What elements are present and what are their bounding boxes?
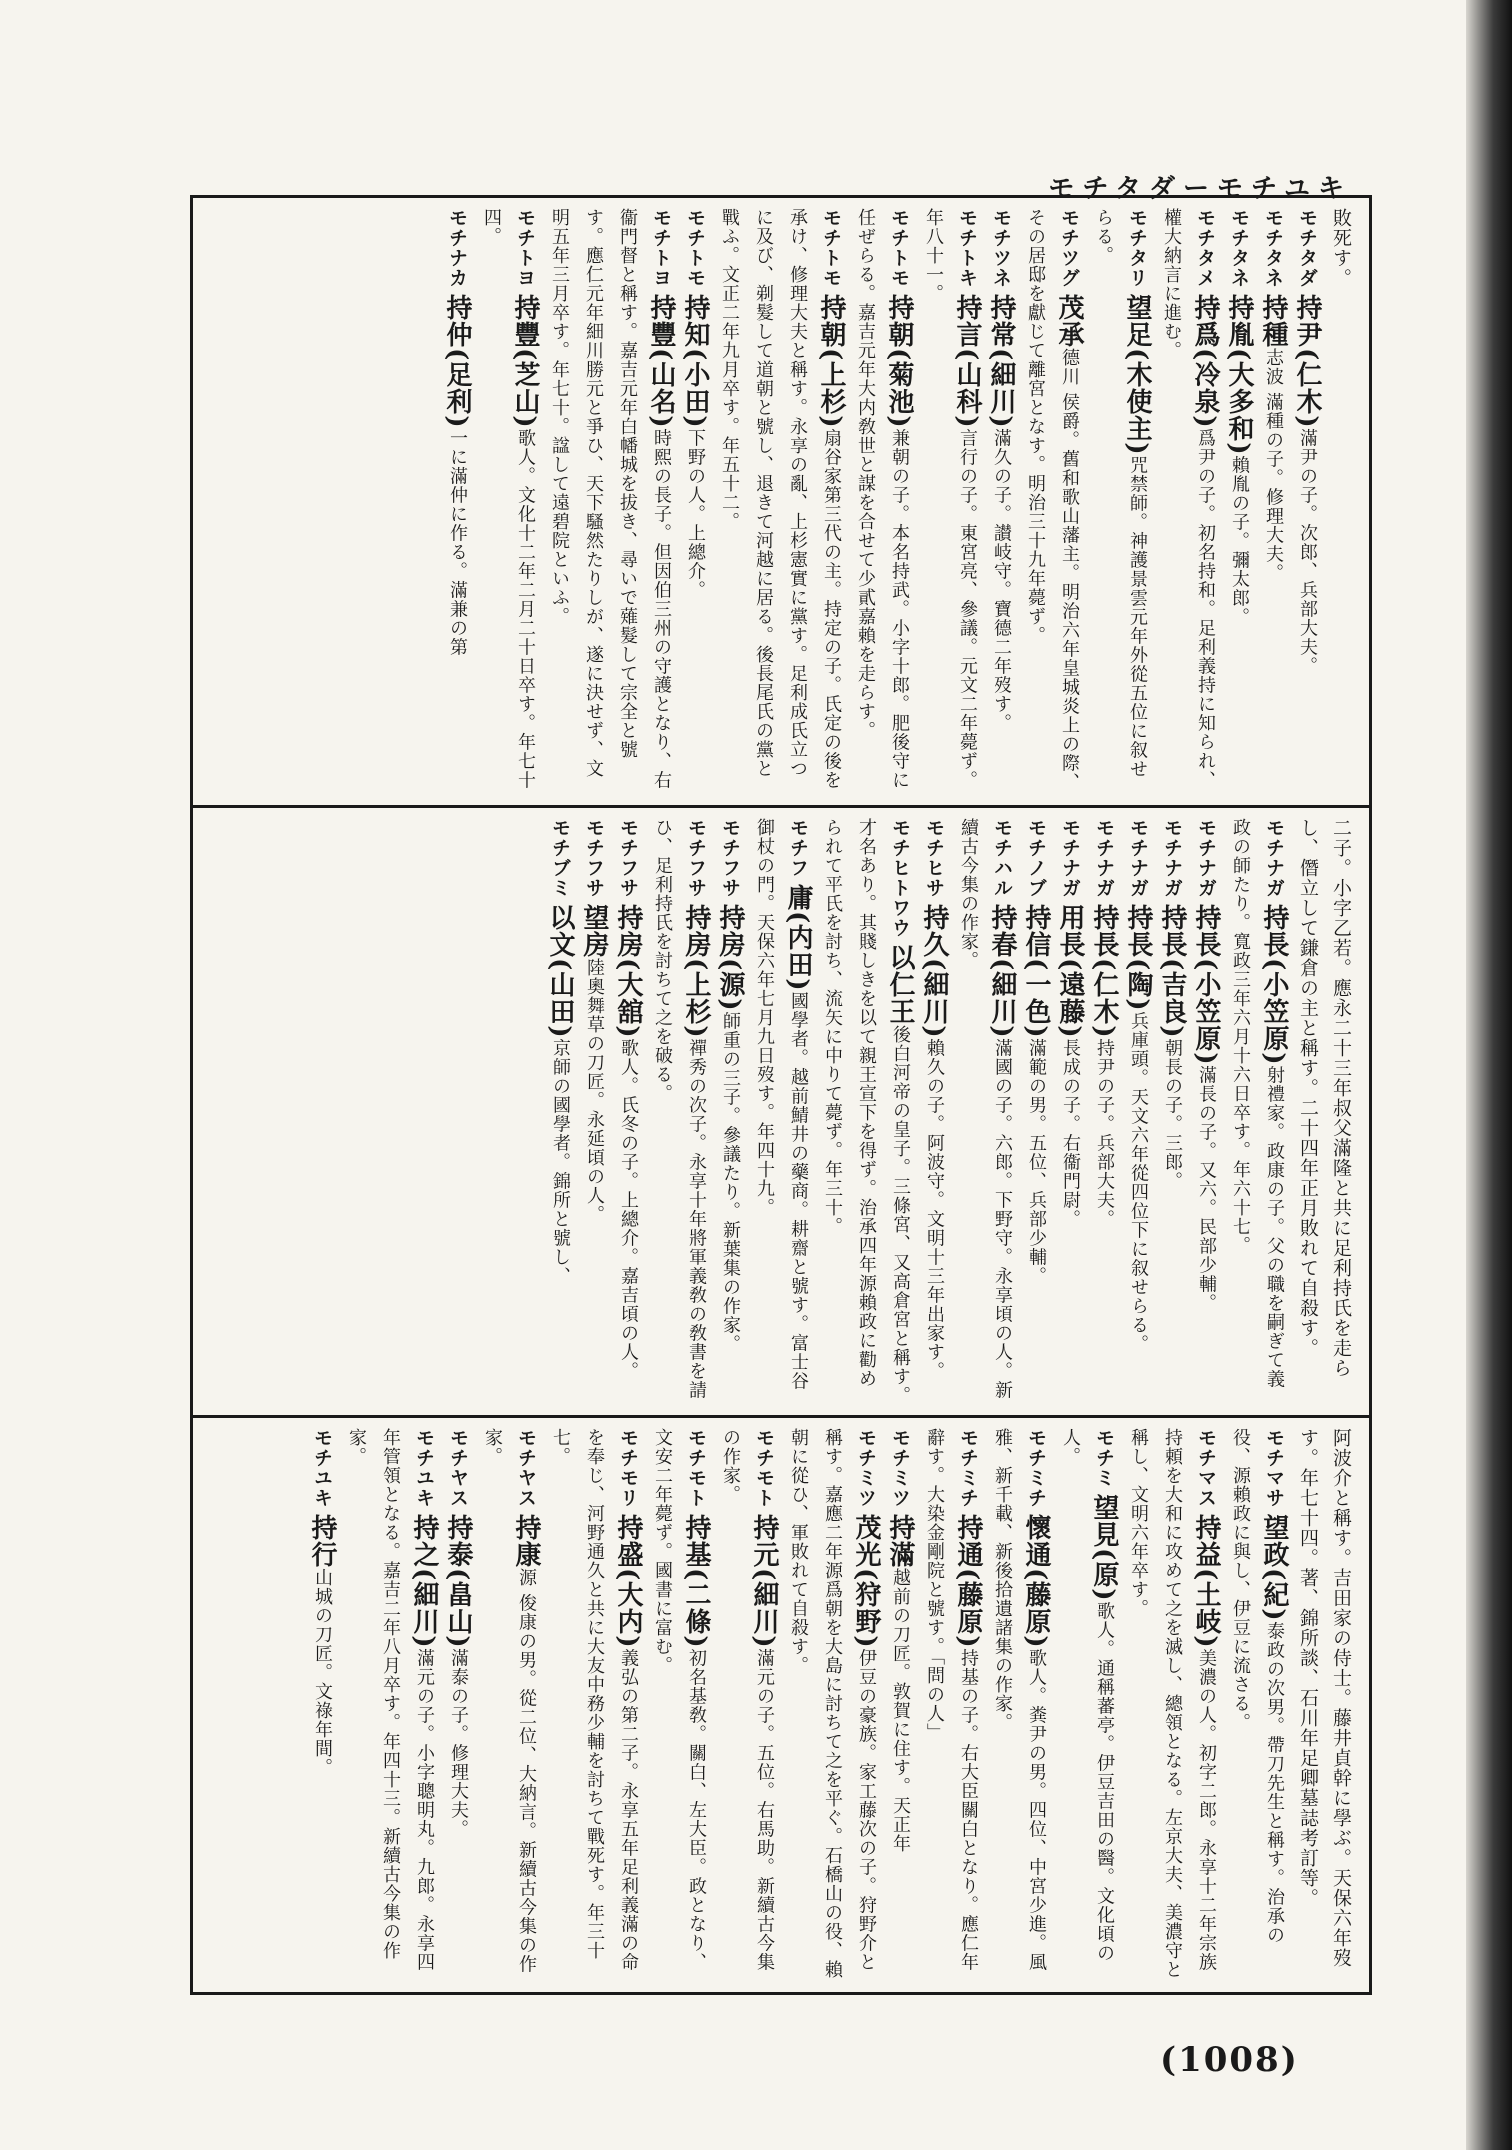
dictionary-entry xyxy=(1189,818,1223,1405)
entry-headword: 持基(二條) xyxy=(681,1514,711,1649)
entry-reading: モチトモ xyxy=(888,208,910,288)
dictionary-entry xyxy=(848,208,916,795)
entry-reading: モチナガ xyxy=(1059,818,1081,898)
entry-description: 滿泰の子。修理大夫。 xyxy=(448,1648,469,1839)
entry-headword: 持長(仁木) xyxy=(1089,904,1119,1039)
entry-description: 滿元の子。小字聰明丸。九郎。永享四年管領となる。嘉吉二年八月卒す。年四十三。新續古今集の作家。 xyxy=(346,1428,435,1972)
entry-reading: モチナガ xyxy=(1161,818,1183,898)
tier-text-column xyxy=(543,818,1357,1405)
entry-reading: モチミツ xyxy=(855,1428,877,1508)
entry-description: 師重の三子。參議たり。新葉集の作家。 xyxy=(720,1011,741,1354)
entry-headword: 持盛(大内) xyxy=(613,1514,643,1649)
dictionary-entry xyxy=(916,208,984,795)
entry-description: 一に滿仲に作る。滿兼の第 xyxy=(447,428,468,657)
page-number: (1008) xyxy=(1160,2040,1299,2080)
entry-headword: 以文(山田) xyxy=(545,904,575,1039)
entry-description: 射禮家。政康の子。父の職を嗣ぎて義政の師たり。寬政三年六月十六日卒す。年六十七。 xyxy=(1230,818,1285,1389)
entry-reading: モチブミ xyxy=(549,818,571,898)
entry-reading: モチトモ xyxy=(820,208,842,288)
entry-reading: モチヤス xyxy=(447,1428,469,1508)
entry-reading: モチモト xyxy=(685,1428,707,1508)
scan-edge xyxy=(1466,0,1512,2150)
entry-headword: 持信(一色) xyxy=(1021,904,1051,1039)
dictionary-entry xyxy=(713,818,747,1405)
entry-description: 長成の子。右衞門尉。 xyxy=(1060,1038,1081,1229)
entry-headword: 茂承 xyxy=(1054,294,1084,348)
entry-description: 歌人。通稱蕃亭。伊豆吉田の醫。文化頃の人。 xyxy=(1060,1428,1115,1963)
dictionary-entry xyxy=(305,1428,339,1982)
tier-3 xyxy=(193,1418,1369,1992)
entry-headword: 持長(小笠原) xyxy=(1259,904,1289,1066)
running-head: モチタダーモチユキ xyxy=(1048,174,1352,204)
entry-description: 時熙の長子。但因伯三州の守護となり、右衞門督と稱す。嘉吉元年白幡城を拔き、尋いで薙髮して宗全と號す。應仁元年細川勝元と爭ひ、天下騷然たりしが、遂に決せず、文明五年三月卒す。年七十。諡して遠碧院といふ。 xyxy=(549,208,672,790)
entry-headword: 持通(藤原) xyxy=(953,1514,983,1649)
dictionary-entry xyxy=(475,1428,543,1982)
entry-description: 滿國の子。六郎。下野守。永享頃の人。新續古今集の作家。 xyxy=(958,818,1013,1400)
dictionary-entry xyxy=(883,1428,917,1982)
entry-reading: モチツグ xyxy=(1058,208,1080,288)
dictionary-entry xyxy=(712,208,848,795)
entry-reading: モチミチ xyxy=(957,1428,979,1508)
dictionary-entry xyxy=(984,208,1018,795)
entry-headword: 持豐(芝山) xyxy=(510,294,540,429)
entry-headword: 望見(原) xyxy=(1089,1494,1119,1602)
dictionary-entry xyxy=(1087,818,1121,1405)
dictionary-entry xyxy=(781,1428,883,1982)
entry-description: 志波 滿種の子。修理大夫。 xyxy=(1263,348,1284,583)
entry-reading: モチユキ xyxy=(311,1428,333,1508)
entry-description: 滿元の子。五位。右馬助。新續古今集の作家。 xyxy=(720,1428,775,1972)
entry-reading: モチタリ xyxy=(1126,208,1148,288)
dictionary-entry xyxy=(713,1428,781,1982)
entry-headword: 持種 xyxy=(1258,294,1288,348)
entry-headword: 持行 xyxy=(307,1514,337,1568)
entry-reading: モチタメ xyxy=(1194,208,1216,288)
dictionary-entry xyxy=(441,1428,475,1982)
entry-description: 持尹の子。兵部大夫。 xyxy=(1094,1038,1115,1229)
entry-headword: 持益(土岐) xyxy=(1191,1514,1221,1649)
entry-description: 陸奧舞草の刀匠。永延頃の人。 xyxy=(584,958,605,1224)
entry-reading: モチフサ xyxy=(583,818,605,898)
entry-description: 德川 侯爵。舊和歌山藩主。明治六年皇城炎上の際、その居邸を獻じて離宮となす。明治三十九年薨ず。 xyxy=(1025,208,1080,792)
dictionary-entry xyxy=(917,818,951,1405)
entry-reading: モチヤス xyxy=(515,1428,537,1508)
dictionary-entry xyxy=(1223,1428,1291,1982)
entry-description: 歌人。氏冬の子。上總介。嘉吉頃の人。 xyxy=(618,1038,639,1381)
entry-description: 禪秀の次子。永享十年將軍義敎の敎書を請ひ、足利持氏を討ちて之を破る。 xyxy=(652,818,707,1400)
dictionary-entry xyxy=(1223,818,1291,1405)
entry-headword: 持爲(冷泉) xyxy=(1190,294,1220,429)
entry-reading: モチツネ xyxy=(990,208,1012,288)
entry-headword: 持房(大舘) xyxy=(613,904,643,1039)
continued-text: 阿波介と稱す。吉田家の侍士。藤井貞幹に學ぶ。天保六年歿す。年七十四。著、錦所談、石川年足卿墓誌考訂等。 xyxy=(1297,1428,1352,1968)
entry-headword: 持房(源) xyxy=(715,904,745,1012)
entry-headword: 持長(小笠原) xyxy=(1191,904,1221,1066)
dictionary-entry xyxy=(1018,208,1086,795)
entry-headword: 以仁王 xyxy=(885,944,915,1025)
dictionary-entry xyxy=(1121,818,1155,1405)
dictionary-entry xyxy=(645,1428,713,1982)
entry-description: 國學者。越前鯖井の藥商。耕齋と號す。富士谷御杖の門。天保六年七月九日歿す。年四十九。 xyxy=(754,818,809,1391)
entry-reading: モチナガ xyxy=(1263,818,1285,898)
entry-description: 泰政の次男。帶刀先生と稱す。治承の役、源賴政に與し、伊豆に流さる。 xyxy=(1230,1428,1285,1945)
dictionary-entry xyxy=(611,818,645,1405)
dictionary-entry xyxy=(339,1428,441,1982)
entry-headword: 望政(紀) xyxy=(1259,1514,1289,1622)
dictionary-entry xyxy=(951,818,1019,1405)
tier-1 xyxy=(193,198,1369,808)
entry-description: 滿久の子。讃岐守。寶德二年歿す。 xyxy=(991,428,1012,733)
dictionary-entry xyxy=(1053,1428,1121,1982)
tier-2 xyxy=(193,808,1369,1418)
entry-description: 下野の人。上總介。 xyxy=(685,428,706,600)
dictionary-entry xyxy=(1019,818,1053,1405)
entry-headword: 持胤(大多和) xyxy=(1224,294,1254,456)
dictionary-entry xyxy=(1155,818,1189,1405)
entry-headword: 持豐(山名) xyxy=(646,294,676,429)
dictionary-entry xyxy=(1053,818,1087,1405)
dictionary-entry xyxy=(678,208,712,795)
entry-reading: モチミチ xyxy=(1025,1428,1047,1508)
dictionary-entry xyxy=(917,1428,985,1982)
entry-description: 兵庫頭。天文六年從四位下に叙せらる。 xyxy=(1128,1011,1149,1354)
dictionary-entry xyxy=(747,818,815,1405)
entry-headword: 持泰(畠山) xyxy=(443,1514,473,1649)
entry-description: 滿長の子。又六。民部少輔。 xyxy=(1196,1065,1217,1313)
entry-headword: 持知(小田) xyxy=(680,294,710,429)
entry-description: 歌人。文化十二年二月二十日卒す。年七十四。 xyxy=(481,208,536,790)
tier-text-column xyxy=(305,1428,1357,1982)
entry-description: 歌人。粪尹の男。四位、中宮少進。風雅、新千載、新後拾遺諸集の作家。 xyxy=(992,1428,1047,1972)
entry-reading: モチナガ xyxy=(1093,818,1115,898)
dictionary-entry xyxy=(815,818,917,1405)
entry-description: 咒禁師。神護景雲元年外從五位に叙せらる。 xyxy=(1093,208,1148,779)
entry-headword: 用長(遠藤) xyxy=(1055,904,1085,1039)
entry-reading: モチナガ xyxy=(1195,818,1217,898)
entry-description: 山城の刀匠。文祿年間。 xyxy=(312,1568,333,1777)
entry-headword: 持滿 xyxy=(885,1514,915,1568)
entry-description: 義弘の第二子。永享五年足利義滿の命を奉じ、河野通久と共に大友中務少輔を討ちて戰死す。年三十七。 xyxy=(550,1428,639,1972)
entry-reading: モチトヨ xyxy=(514,208,536,288)
entry-reading: モチフ xyxy=(787,818,809,878)
entry-description: 賴久の子。阿波守。文明十三年出家す。 xyxy=(924,1038,945,1381)
entry-headword: 持言(山科) xyxy=(952,294,982,429)
entry-description: 京師の國學者。錦所と號し、 xyxy=(550,1038,571,1286)
entry-description: 言行の子。東宮亮、參議。元文二年薨ず。年八十一。 xyxy=(923,208,978,790)
entry-reading: モチユキ xyxy=(413,1428,435,1508)
entry-headword: 持房(上杉) xyxy=(681,904,711,1039)
entry-headword: 持春(細川) xyxy=(987,904,1017,1039)
entry-reading: モチタダ xyxy=(1296,208,1318,288)
entry-reading: モチマサ xyxy=(1263,1428,1285,1508)
entry-headword: 持常(細川) xyxy=(986,294,1016,429)
entry-headword: 望足(木使主) xyxy=(1122,294,1152,456)
continued-text: 二子。小字乙若。應永二十三年叔父滿隆と共に足利持氏を走らし、僭立して鎌倉の主と稱す。二十四年正月敗れて自殺す。 xyxy=(1297,818,1352,1378)
entry-reading: モチマス xyxy=(1195,1428,1217,1508)
entry-reading: モチフサ xyxy=(685,818,707,898)
entry-reading: モチモリ xyxy=(617,1428,639,1508)
dictionary-entry xyxy=(1222,208,1256,795)
tier-text-column xyxy=(440,208,1357,795)
entry-reading: モチトキ xyxy=(956,208,978,288)
entry-headword: 茂光(狩野) xyxy=(851,1514,881,1649)
entry-headword: 持元(細川) xyxy=(749,1514,779,1649)
entry-headword: 懷通(藤原) xyxy=(1021,1514,1051,1649)
entry-headword: 持長(吉良) xyxy=(1157,904,1187,1039)
entry-headword: 持久(細川) xyxy=(919,904,949,1039)
dictionary-entry xyxy=(543,1428,645,1982)
entry-reading: モチノブ xyxy=(1025,818,1047,898)
dictionary-entry xyxy=(985,1428,1053,1982)
entry-description: 兼朝の子。本名持武。小字十郎。肥後守に任ぜらる。嘉吉元年大内敎世と謀を合せて少貳嘉賴を走らす。 xyxy=(855,208,910,790)
entry-description: 賴胤の子。彌太郎。 xyxy=(1229,455,1250,627)
entry-reading: モチモト xyxy=(753,1428,775,1508)
entry-description: 越前の刀匠。敦賀に住す。天正年 xyxy=(890,1568,911,1853)
entry-reading: モチミ xyxy=(1093,1428,1115,1488)
entry-description: 扇谷家第三代の主。持定の子。氏定の後を承け、修理大夫と稱す。永享の亂、上杉憲實に黨す。足利成氏立つに及び、剃髮して道朝と號し、退きて河越に居る。後長尾氏の黨と戰ふ。文正二年九月卒す。年五十二。 xyxy=(719,208,842,790)
entry-description: 滿尹の子。次郎、兵部大夫。 xyxy=(1297,428,1318,676)
entry-reading: モチフサ xyxy=(617,818,639,898)
entry-description: 爲尹の子。初名持和。足利義持に知られ、權大納言に進む。 xyxy=(1161,208,1216,790)
dictionary-entry xyxy=(440,208,474,795)
entry-headword: 持朝(上杉) xyxy=(816,294,846,429)
entry-headword: 持朝(菊池) xyxy=(884,294,914,429)
entry-headword: 持仲(足利) xyxy=(442,294,472,429)
entry-reading: モチタネ xyxy=(1228,208,1250,288)
page-frame xyxy=(190,195,1372,1995)
dictionary-entry xyxy=(1154,208,1222,795)
entry-reading: モチタネ xyxy=(1262,208,1284,288)
entry-description: 美濃の人。初字二郎。永享十二年宗族持頼を大和に攻めて之を滅し、總領となる。左京大夫、美濃守と稱し、文明六年卒す。 xyxy=(1128,1428,1217,1979)
entry-reading: モチハル xyxy=(991,818,1013,898)
dictionary-entry xyxy=(1256,208,1290,795)
entry-headword: 持康 xyxy=(511,1514,541,1568)
entry-description: 持基の子。右大臣關白となり。應仁年辭す。大染金剛院と號す。「問の人」 xyxy=(924,1428,979,1972)
entry-reading: モチトモ xyxy=(684,208,706,288)
entry-headword: 持之(細川) xyxy=(409,1514,439,1649)
entry-reading: モチヒサ xyxy=(923,818,945,898)
dictionary-entry xyxy=(474,208,542,795)
dictionary-entry xyxy=(1121,1428,1223,1982)
entry-reading: モチミツ xyxy=(889,1428,911,1508)
entry-headword: 持尹(仁木) xyxy=(1292,294,1322,429)
dictionary-entry xyxy=(645,818,713,1405)
dictionary-entry xyxy=(542,208,678,795)
entry-reading: モチトヨ xyxy=(650,208,672,288)
entry-reading: モチナガ xyxy=(1127,818,1149,898)
dictionary-entry xyxy=(1086,208,1154,795)
entry-description: 後白河帝の皇子。三條宮、又高倉宮と稱す。才名あり。其賤しきを以て親王宣下を得ず。治承四年源賴政に勸められて平氏を討ち、流矢に中りて薨ず。年三十。 xyxy=(822,818,911,1405)
entry-reading: モチヒトワウ xyxy=(889,818,911,938)
entry-description: 朝長の子。三郎。 xyxy=(1162,1038,1183,1191)
entry-description: 伊豆の豪族。家工藤次の子。狩野介と稱す。嘉應二年源爲朝を大島に討ちて之を平ぐ。石橋山の役、賴朝に從ひ、軍敗れて自殺す。 xyxy=(788,1428,877,1979)
dictionary-entry xyxy=(1290,208,1324,795)
dictionary-entry xyxy=(577,818,611,1405)
dictionary-entry xyxy=(543,818,577,1405)
entry-description: 源 俊康の男。從二位、大納言。新續古今集の作家。 xyxy=(482,1428,537,1974)
entry-reading: モチナカ xyxy=(446,208,468,288)
entry-headword: 持長(陶) xyxy=(1123,904,1153,1012)
entry-headword: 庸(内田) xyxy=(783,884,813,992)
entry-description: 初名基敎。關白、左大臣。政となり、文安二年薨ず。國書に富む。 xyxy=(652,1428,707,1972)
continued-text: 敗死す。 xyxy=(1330,208,1352,288)
entry-headword: 望房 xyxy=(579,904,609,958)
entry-description: 滿範の男。五位、兵部少輔。 xyxy=(1026,1038,1047,1286)
entry-reading: モチフサ xyxy=(719,818,741,898)
